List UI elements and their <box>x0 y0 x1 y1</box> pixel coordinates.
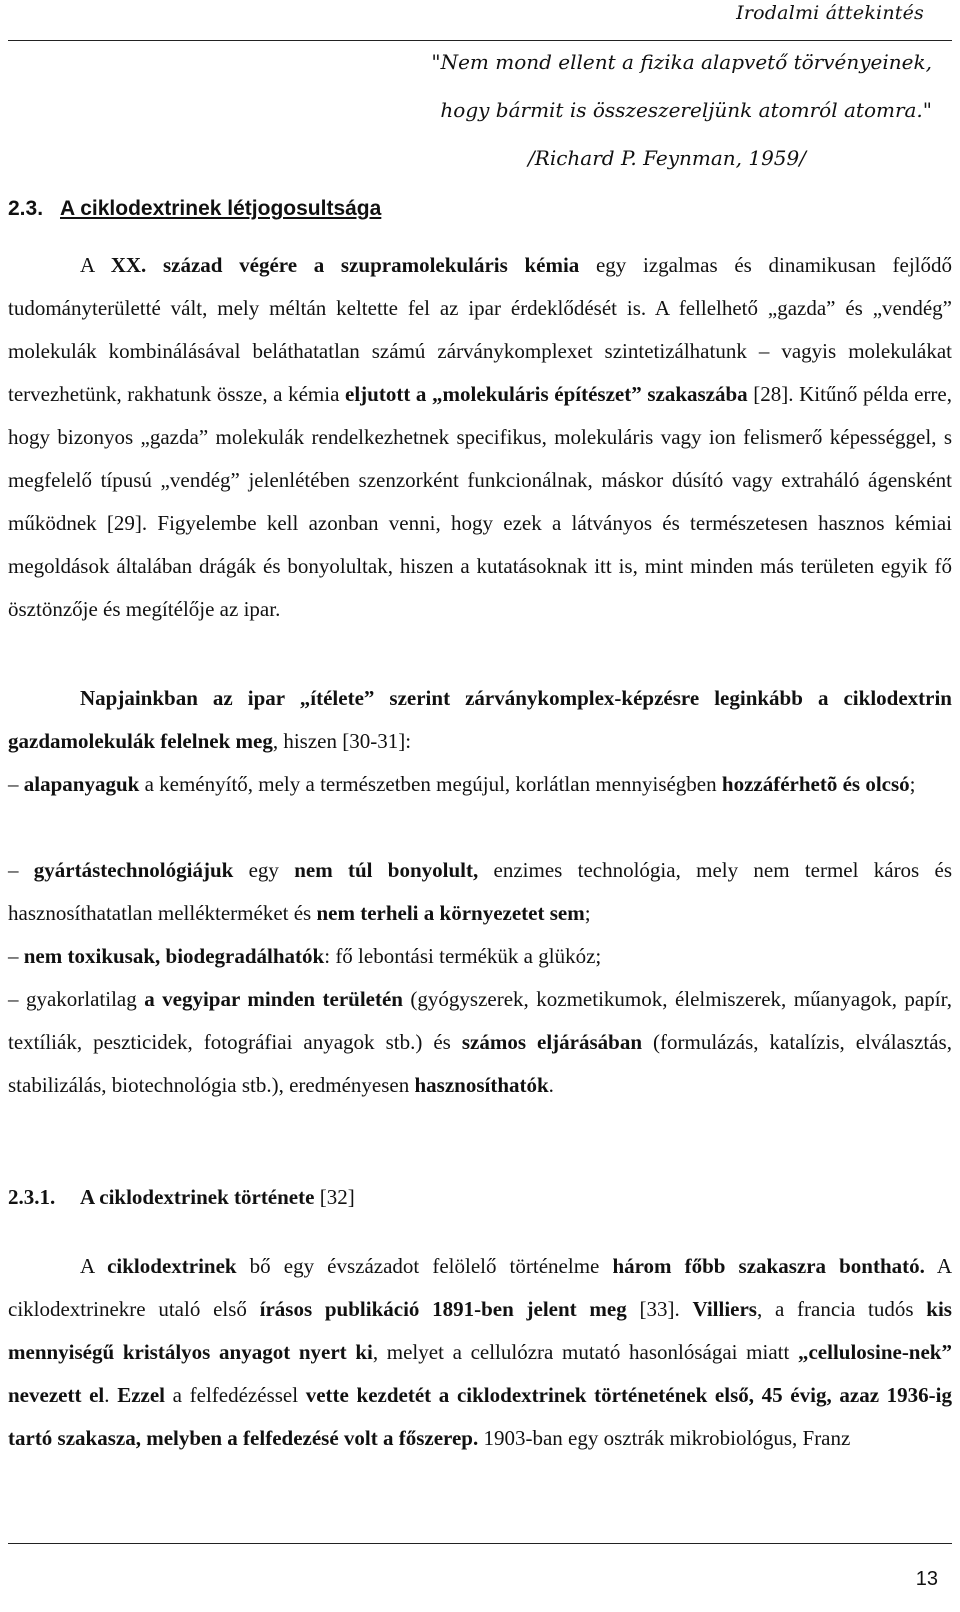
text-run: A <box>80 1254 108 1278</box>
bullet-dash: – <box>8 858 34 882</box>
intro-paragraph <box>8 244 952 631</box>
history-paragraph <box>8 1245 952 1460</box>
text-run: [33]. <box>626 1297 693 1321</box>
bullet-dash: – <box>8 987 26 1011</box>
bullet-item-applications <box>8 978 952 1107</box>
section-title: A ciklodextrinek létjogosultsága <box>60 197 382 220</box>
text-run: 1903-ban egy osztrák mikrobiológus, Franz <box>478 1426 851 1450</box>
section-number: 2.3. <box>8 197 44 220</box>
header-rule <box>8 40 952 41</box>
bullet-dash: – <box>8 944 24 968</box>
text-run: egy izgalmas és dinamikusan fejlődő tudományterületté vált, mely méltán keltette fel az ipar érdeklődését is. A fellelhető „gazda” és „vendég” molekulák kombinálásával beláthatatlan számú zárványkomplexet szintetizálhatunk – vagyis molekulákat tervezhetünk, rakhatunk össze, a kémia <box>8 253 952 406</box>
page-number: 13 <box>915 1568 938 1590</box>
text-run: [28]. Kitűnő példa erre, hogy bizonyos „gazda” molekulák rendelkezhetnek specifikus, molekuláris vagy ion felismerő képességgel, s megfelelő típusú „vendég” jelenlétében szenzorként funkcionálnak, máskor dúsító vagy extraháló ágensként működnek [29]. Figyelembe kell azonban venni, hogy ezek a látványos és természetesen hasznos kémiai megoldások általában drágák és bonyolultak, hiszen a kutatásoknak itt is, mint minden más területen egyik fő ösztönzője és megítélője az ipar. <box>8 382 952 621</box>
bold-run: hozzáférhetõ és olcsó <box>721 772 910 796</box>
text-run: (formulázás, katalízis, elválasztás, stabilizálás, biotechnológia stb.), eredményesen <box>8 1030 952 1097</box>
bold-run: ciklodextrinek <box>107 1254 237 1278</box>
text-run: , hiszen [30-31]: <box>272 729 412 753</box>
text-run: egy <box>233 858 295 882</box>
epigraph-line-1: "Nem mond ellent a fizika alapvető törvényeinek, <box>431 50 932 74</box>
bold-run: eljutott a „molekuláris építészet” szakaszába <box>345 382 748 406</box>
bold-run: írásos publikáció 1891-ben jelent meg <box>259 1297 627 1321</box>
industry-paragraph <box>8 677 952 763</box>
footer-rule <box>8 1543 952 1544</box>
subsection-heading <box>8 1185 355 1210</box>
bold-run: nem toxikusak, biodegradálhatók <box>23 944 325 968</box>
text-run: , a francia tudós <box>756 1297 927 1321</box>
text-run: A <box>80 253 111 277</box>
running-header: Irodalmi áttekintés <box>736 2 924 24</box>
bold-run: számos eljárásában <box>461 1030 642 1054</box>
bold-run: hasznosíthatók <box>414 1073 549 1097</box>
bold-run: vette kezdetét a ciklodextrinek történetének első, 45 évig, azaz 1936-ig tartó szakasza, melyben a felfedezésé volt a főszerep. <box>8 1383 953 1450</box>
text-run: ; <box>584 901 591 925</box>
bold-run: „cellulosine-nek” nevezett el <box>8 1340 952 1407</box>
bullet-item-nontoxic <box>8 935 952 978</box>
text-run: : fő lebontási termékük a glükóz; <box>324 944 602 968</box>
bold-run: kis mennyiségű kristályos anyagot nyert ki <box>8 1297 952 1364</box>
text-run: a felfedézéssel <box>165 1383 306 1407</box>
epigraph-line-2: hogy bármit is összeszereljünk atomról atomra." <box>440 98 932 122</box>
bold-run: alapanyaguk <box>23 772 140 796</box>
bullet-item-technology <box>8 849 952 935</box>
text-run: bő egy évszázadot felölelő történelme <box>236 1254 613 1278</box>
text-run: ; <box>909 772 916 796</box>
bold-run: Napjainkban az ipar „ítélete” szerint zárványkomplex-képzésre leginkább a ciklodextrin gazdamolekulák felelnek meg <box>8 686 952 753</box>
subsection-number: 2.3.1. <box>8 1185 56 1209</box>
text-run: a keményítő, mely a természetben megújul, korlátlan mennyiségben <box>139 772 722 796</box>
bold-run: gyártástechnológiájuk <box>33 858 234 882</box>
text-run: enzimes technológia, mely nem termel káros és hasznosíthatatlan mellékterméket és <box>8 858 953 925</box>
bold-run: Villiers <box>692 1297 757 1321</box>
text-run: (gyógyszerek, kozmetikumok, élelmiszerek, műanyagok, papír, textíliák, peszticidek, fotográfiai anyagok stb.) és <box>8 987 952 1054</box>
epigraph-attribution: /Richard P. Feynman, 1959/ <box>528 146 806 170</box>
text-run: A ciklodextrinekre utaló első <box>8 1254 952 1321</box>
bold-run: XX. század végére a szupramolekuláris kémia <box>110 253 580 277</box>
text-run: . <box>548 1073 554 1097</box>
bold-run: három főbb szakaszra bontható. <box>612 1254 925 1278</box>
bold-run: nem túl bonyolult, <box>294 858 479 882</box>
section-heading <box>8 197 381 221</box>
bold-run: Ezzel <box>117 1383 165 1407</box>
text-run: , melyet a cellulózra mutató hasonlóságai miatt <box>372 1340 798 1364</box>
subsection-title: A ciklodextrinek története <box>80 1185 315 1209</box>
bold-run: a vegyipar minden területén <box>144 987 403 1011</box>
text-run: . <box>104 1383 118 1407</box>
bold-run: nem terheli a környezetet sem <box>316 901 585 925</box>
bullet-item-raw-material <box>8 763 952 806</box>
bullet-dash: – <box>8 772 24 796</box>
text-run: gyakorlatilag <box>25 987 145 1011</box>
subsection-reference: [32] <box>314 1185 355 1209</box>
